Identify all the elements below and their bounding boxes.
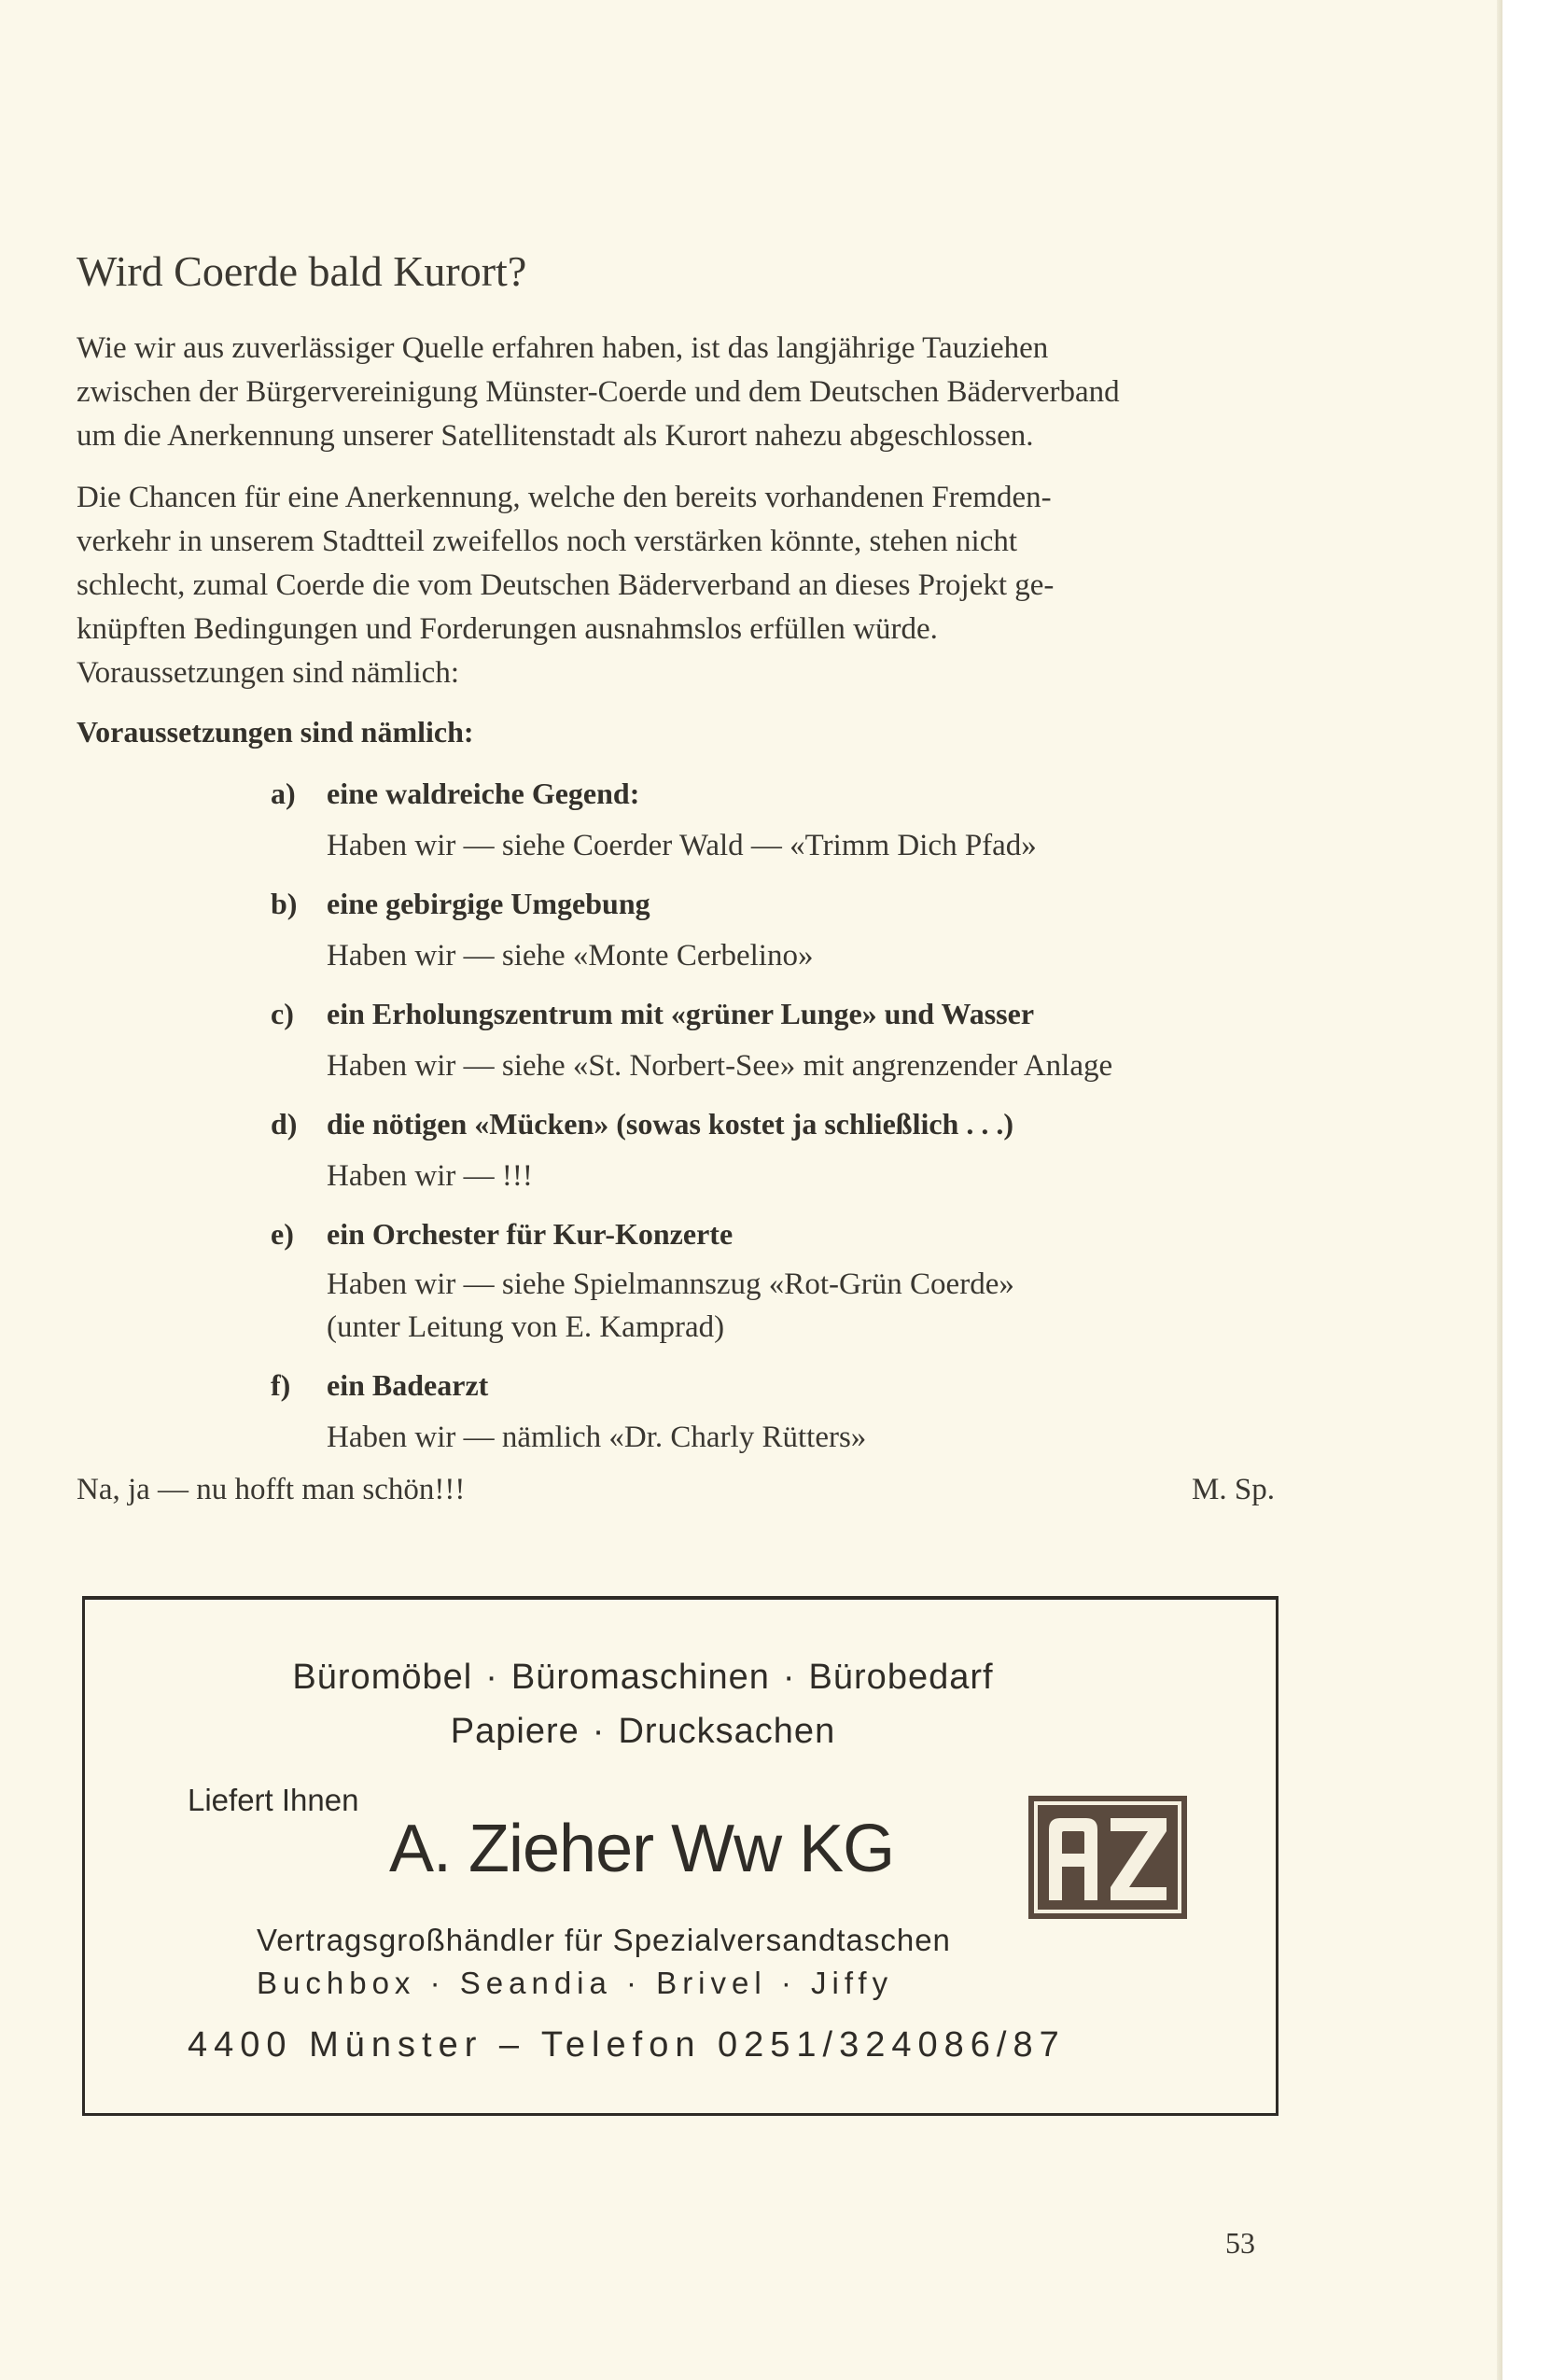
item-title: ein Orchester für Kur-Konzerte [327, 1217, 734, 1251]
item-label: e) [271, 1217, 294, 1251]
item-answer: Haben wir — siehe «St. Norbert-See» mit angrenzender Anlage [327, 1049, 1113, 1083]
ad-product: Büromaschinen [510, 1658, 770, 1697]
separator-dot: · [782, 1658, 796, 1697]
item-label: d) [271, 1107, 298, 1141]
paragraph-2-line: Die Chancen für eine Anerkennung, welche den bereits vorhandenen Fremden- [77, 481, 1052, 514]
item-label: f) [271, 1368, 291, 1402]
item-answer: Haben wir — !!! [327, 1159, 533, 1193]
article-title: Wird Coerde bald Kurort? [77, 247, 527, 295]
paragraph-2-line: verkehr in unserem Stadtteil zweifellos noch verstärken könnte, stehen nicht [77, 525, 1018, 558]
signature: M. Sp. [1192, 1473, 1275, 1506]
ad-brands: Buchbox · Seandia · Brivel · Jiffy [257, 1966, 894, 2000]
az-logo-icon [1028, 1796, 1187, 1919]
paragraph-1-line: Wie wir aus zuverlässiger Quelle erfahren haben, ist das langjährige Tauziehen [77, 331, 1049, 365]
paragraph-2 [77, 476, 1273, 695]
item-answer: Haben wir — siehe Spielmannszug «Rot-Grün Coerde» [327, 1267, 1014, 1301]
item-title: die nötigen «Mücken» (sowas kostet ja schließlich . . .) [327, 1107, 1013, 1141]
item-title: eine gebirgige Umgebung [327, 887, 650, 920]
requirements-heading: Voraussetzungen sind nämlich: [77, 715, 474, 749]
item-answer: Haben wir — siehe Coerder Wald — «Trimm Dich Pfad» [327, 829, 1037, 862]
advertisement-box [82, 1596, 1279, 2116]
item-answer: Haben wir — siehe «Monte Cerbelino» [327, 939, 814, 973]
paragraph-1 [77, 327, 1273, 458]
ad-product-line-2 [85, 1712, 1276, 1752]
paragraph-2-line: knüpften Bedingungen und Forderungen ausnahmslos erfüllen würde. [77, 612, 938, 646]
page-edge [1497, 0, 1502, 2380]
paragraph-2-line: Voraussetzungen sind nämlich: [77, 656, 459, 690]
item-answer: (unter Leitung von E. Kamprad) [327, 1310, 725, 1344]
ad-product: Drucksachen [618, 1712, 836, 1751]
paragraph-2-line: schlecht, zumal Coerde die vom Deutschen Bäderverband an dieses Projekt ge- [77, 568, 1055, 602]
separator-dot: · [592, 1712, 606, 1751]
ad-company-name: A. Zieher Ww KG [389, 1812, 895, 1886]
ad-subtitle: Vertragsgroßhändler für Spezialversandtaschen [257, 1923, 951, 1957]
item-label: a) [271, 777, 296, 810]
paragraph-1-line: zwischen der Bürgervereinigung Münster-Coerde und dem Deutschen Bäderverband [77, 375, 1120, 409]
item-answer: Haben wir — nämlich «Dr. Charly Rütters» [327, 1421, 867, 1454]
item-title: ein Badearzt [327, 1368, 489, 1402]
item-title: eine waldreiche Gegend: [327, 777, 640, 810]
ad-product: Büromöbel [292, 1658, 473, 1697]
ad-product: Papiere [450, 1712, 580, 1751]
ad-product: Bürobedarf [808, 1658, 994, 1697]
ad-supplier-label: Liefert Ihnen [188, 1783, 359, 1817]
item-label: b) [271, 887, 298, 920]
closing-line: Na, ja — nu hofft man schön!!! [77, 1473, 466, 1506]
ad-product-line-1 [85, 1658, 1276, 1698]
paragraph-1-line: um die Anerkennung unserer Satellitenstadt als Kurort nahezu abgeschlossen. [77, 419, 1034, 453]
item-title: ein Erholungszentrum mit «grüner Lunge» und Wasser [327, 997, 1035, 1030]
separator-dot: · [485, 1658, 498, 1697]
page-number: 53 [1225, 2226, 1255, 2260]
ad-contact: 4400 Münster – Telefon 0251/324086/87 [188, 2025, 1066, 2065]
item-label: c) [271, 997, 294, 1030]
